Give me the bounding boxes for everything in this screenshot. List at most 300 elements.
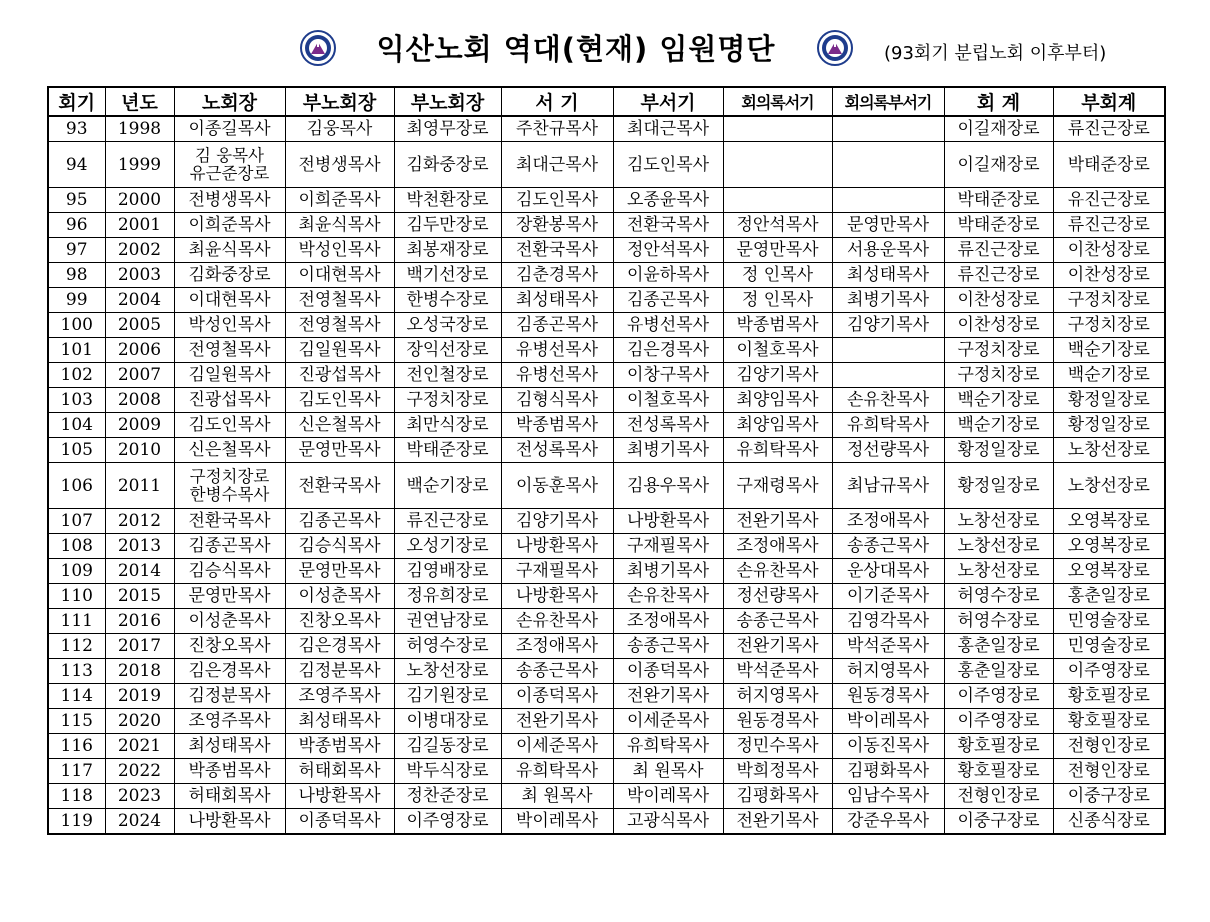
table-cell: 정선량목사 xyxy=(832,438,944,463)
table-cell: 최성태목사 xyxy=(174,734,285,759)
table-cell: 류진근장로 xyxy=(944,263,1053,288)
table-cell: 박태준장로 xyxy=(944,213,1053,238)
header-minutes-clerk: 회의록서기 xyxy=(723,87,832,116)
table-cell: 94 xyxy=(48,142,105,188)
table-cell: 문영만목사 xyxy=(723,238,832,263)
table-cell xyxy=(832,363,944,388)
table-cell-line: 유근준장로 xyxy=(189,163,270,183)
table-cell: 전형인장로 xyxy=(944,784,1053,809)
table-cell: 2002 xyxy=(105,238,174,263)
table-cell: 정선량목사 xyxy=(723,584,832,609)
table-cell: 2022 xyxy=(105,759,174,784)
table-cell: 오영복장로 xyxy=(1053,534,1165,559)
table-cell: 102 xyxy=(48,363,105,388)
table-cell-line: 한병수목사 xyxy=(189,484,270,504)
table-cell: 2005 xyxy=(105,313,174,338)
table-cell: 이길재장로 xyxy=(944,142,1053,188)
table-cell: 최병기목사 xyxy=(832,288,944,313)
table-cell: 김종곤목사 xyxy=(285,509,394,534)
table-cell: 김두만장로 xyxy=(394,213,501,238)
table-row xyxy=(48,809,1165,835)
header-year: 년도 xyxy=(105,87,174,116)
table-cell: 전환국목사 xyxy=(501,238,613,263)
table-cell: 112 xyxy=(48,634,105,659)
table-cell-line: 김 웅목사 xyxy=(194,145,264,165)
table-cell: 전완기목사 xyxy=(501,709,613,734)
table-cell: 김은경목사 xyxy=(613,338,723,363)
table-cell: 손유찬목사 xyxy=(501,609,613,634)
table-cell: 황정일장로 xyxy=(944,438,1053,463)
table-row xyxy=(48,659,1165,684)
table-cell: 박천환장로 xyxy=(394,188,501,213)
table-cell: 전영철목사 xyxy=(285,313,394,338)
table-row xyxy=(48,263,1165,288)
table-cell: 박희정목사 xyxy=(723,759,832,784)
table-cell xyxy=(832,142,944,188)
table-row xyxy=(48,734,1165,759)
table-row xyxy=(48,388,1165,413)
table-cell: 최양임목사 xyxy=(723,388,832,413)
table-cell: 2012 xyxy=(105,509,174,534)
table-cell: 조정애목사 xyxy=(613,609,723,634)
table-cell: 백순기장로 xyxy=(944,413,1053,438)
table-cell: 김은경목사 xyxy=(174,659,285,684)
table-cell: 100 xyxy=(48,313,105,338)
table-cell: 99 xyxy=(48,288,105,313)
table-cell: 2008 xyxy=(105,388,174,413)
table-cell-line: 구정치장로 xyxy=(189,466,270,486)
table-row xyxy=(48,363,1165,388)
table-cell: 오종윤목사 xyxy=(613,188,723,213)
table-row xyxy=(48,584,1165,609)
table-cell: 유희탁목사 xyxy=(613,734,723,759)
table-cell: 2009 xyxy=(105,413,174,438)
table-cell: 김종곤목사 xyxy=(501,313,613,338)
page-subtitle: (93회기 분립노회 이후부터) xyxy=(884,43,1107,64)
table-cell: 강준우목사 xyxy=(832,809,944,835)
table-cell: 이종길목사 xyxy=(174,116,285,142)
table-cell: 최윤식목사 xyxy=(174,238,285,263)
table-cell: 박이레목사 xyxy=(613,784,723,809)
table-cell: 손유찬목사 xyxy=(832,388,944,413)
table-cell: 구정치장로 xyxy=(1053,313,1165,338)
table-cell: 유희탁목사 xyxy=(501,759,613,784)
table-cell: 2013 xyxy=(105,534,174,559)
table-cell: 93 xyxy=(48,116,105,142)
table-cell: 허태회목사 xyxy=(174,784,285,809)
table-cell: 최남규목사 xyxy=(832,463,944,509)
table-cell: 이찬성장로 xyxy=(944,313,1053,338)
table-cell: 신은철목사 xyxy=(285,413,394,438)
table-cell: 전병생목사 xyxy=(285,142,394,188)
table-cell: 허지영목사 xyxy=(723,684,832,709)
table-cell: 김양기목사 xyxy=(723,363,832,388)
table-cell: 황호필장로 xyxy=(1053,684,1165,709)
table-cell: 이동훈목사 xyxy=(501,463,613,509)
table-cell: 홍춘일장로 xyxy=(944,659,1053,684)
table-cell: 나방환목사 xyxy=(501,534,613,559)
table-cell: 113 xyxy=(48,659,105,684)
table-cell: 박이레목사 xyxy=(832,709,944,734)
table-cell: 주찬규목사 xyxy=(501,116,613,142)
table-cell: 김도인목사 xyxy=(174,413,285,438)
presbytery-seal-icon xyxy=(300,30,336,66)
table-row xyxy=(48,313,1165,338)
table-cell: 이성춘목사 xyxy=(285,584,394,609)
header-clerk: 서 기 xyxy=(501,87,613,116)
table-cell: 백순기장로 xyxy=(394,463,501,509)
table-cell: 나방환목사 xyxy=(613,509,723,534)
table-cell: 최윤식목사 xyxy=(285,213,394,238)
table-row xyxy=(48,338,1165,363)
table-cell: 104 xyxy=(48,413,105,438)
table-cell: 유병선목사 xyxy=(501,338,613,363)
table-cell: 한병수장로 xyxy=(394,288,501,313)
table-cell: 문영만목사 xyxy=(174,584,285,609)
table-cell: 최대근목사 xyxy=(501,142,613,188)
table-cell: 정민수목사 xyxy=(723,734,832,759)
table-cell: 2001 xyxy=(105,213,174,238)
table-cell: 전환국목사 xyxy=(613,213,723,238)
table-cell: 황호필장로 xyxy=(944,759,1053,784)
table-cell: 백순기장로 xyxy=(944,388,1053,413)
table-cell: 박종범목사 xyxy=(723,313,832,338)
table-cell: 백순기장로 xyxy=(1053,338,1165,363)
table-cell: 1998 xyxy=(105,116,174,142)
table-row xyxy=(48,784,1165,809)
table-cell: 95 xyxy=(48,188,105,213)
table-cell xyxy=(832,338,944,363)
table-cell: 박태준장로 xyxy=(1053,142,1165,188)
table-cell: 2021 xyxy=(105,734,174,759)
table-cell: 박이레목사 xyxy=(501,809,613,835)
table-cell: 황호필장로 xyxy=(1053,709,1165,734)
table-cell: 오성기장로 xyxy=(394,534,501,559)
table-cell: 115 xyxy=(48,709,105,734)
table-cell: 권연남장로 xyxy=(394,609,501,634)
table-cell: 류진근장로 xyxy=(944,238,1053,263)
table-cell: 정 인목사 xyxy=(723,288,832,313)
table-cell: 106 xyxy=(48,463,105,509)
table-cell: 이동진목사 xyxy=(832,734,944,759)
table-cell: 신종식장로 xyxy=(1053,809,1165,835)
page-header xyxy=(0,28,1210,74)
table-cell: 유병선목사 xyxy=(501,363,613,388)
table-cell: 이중구장로 xyxy=(944,809,1053,835)
table-cell: 구재필목사 xyxy=(501,559,613,584)
presbytery-seal-icon xyxy=(817,30,853,66)
table-cell: 이길재장로 xyxy=(944,116,1053,142)
table-cell: 백순기장로 xyxy=(1053,363,1165,388)
table-cell: 황정일장로 xyxy=(1053,413,1165,438)
table-cell: 진창오목사 xyxy=(285,609,394,634)
table-cell: 이주영장로 xyxy=(944,709,1053,734)
table-cell: 최 원목사 xyxy=(501,784,613,809)
table-cell: 구정치장로 xyxy=(394,388,501,413)
table-row xyxy=(48,213,1165,238)
table-row xyxy=(48,413,1165,438)
table-cell xyxy=(723,142,832,188)
table-cell: 황호필장로 xyxy=(944,734,1053,759)
table-cell: 2010 xyxy=(105,438,174,463)
table-cell: 김영배장로 xyxy=(394,559,501,584)
table-cell: 황정일장로 xyxy=(1053,388,1165,413)
table-row xyxy=(48,559,1165,584)
table-cell: 송종근목사 xyxy=(832,534,944,559)
table-cell: 전환국목사 xyxy=(285,463,394,509)
table-cell: 허태회목사 xyxy=(285,759,394,784)
table-cell xyxy=(723,116,832,142)
table-cell: 노창선장로 xyxy=(394,659,501,684)
table-cell: 박두식장로 xyxy=(394,759,501,784)
table-cell: 홍춘일장로 xyxy=(1053,584,1165,609)
table-cell xyxy=(174,463,285,509)
table-cell: 임남수목사 xyxy=(832,784,944,809)
table-cell: 고광식목사 xyxy=(613,809,723,835)
header-minutes-vice-clerk: 회의록부서기 xyxy=(832,87,944,116)
table-cell: 전형인장로 xyxy=(1053,759,1165,784)
table-cell: 108 xyxy=(48,534,105,559)
table-row xyxy=(48,709,1165,734)
table-cell: 원동경목사 xyxy=(723,709,832,734)
table-cell: 전영철목사 xyxy=(174,338,285,363)
table-cell: 노창선장로 xyxy=(1053,438,1165,463)
table-cell: 97 xyxy=(48,238,105,263)
table-cell: 105 xyxy=(48,438,105,463)
table-cell: 송종근목사 xyxy=(723,609,832,634)
table-cell: 전영철목사 xyxy=(285,288,394,313)
table-cell: 2017 xyxy=(105,634,174,659)
table-cell: 이세준목사 xyxy=(613,709,723,734)
table-cell: 김평화목사 xyxy=(723,784,832,809)
table-cell: 2019 xyxy=(105,684,174,709)
table-cell: 118 xyxy=(48,784,105,809)
table-cell: 오성국장로 xyxy=(394,313,501,338)
table-cell: 김정분목사 xyxy=(174,684,285,709)
officers-table xyxy=(47,86,1166,835)
table-cell: 전성록목사 xyxy=(613,413,723,438)
table-cell: 최영무장로 xyxy=(394,116,501,142)
table-cell: 류진근장로 xyxy=(1053,213,1165,238)
table-cell: 이주영장로 xyxy=(944,684,1053,709)
table-cell: 이종덕목사 xyxy=(613,659,723,684)
table-cell: 전완기목사 xyxy=(723,634,832,659)
table-cell: 2003 xyxy=(105,263,174,288)
table-row xyxy=(48,116,1165,142)
table-cell: 이윤하목사 xyxy=(613,263,723,288)
table-cell: 운상대목사 xyxy=(832,559,944,584)
table-cell: 96 xyxy=(48,213,105,238)
table-cell: 이희준목사 xyxy=(174,213,285,238)
table-cell: 최성태목사 xyxy=(285,709,394,734)
header-vice-clerk: 부서기 xyxy=(613,87,723,116)
table-cell: 2000 xyxy=(105,188,174,213)
table-cell: 119 xyxy=(48,809,105,835)
header-vice-moderator-1: 부노회장 xyxy=(285,87,394,116)
table-cell: 최대근목사 xyxy=(613,116,723,142)
table-cell: 홍춘일장로 xyxy=(944,634,1053,659)
table-cell: 2016 xyxy=(105,609,174,634)
table-cell: 박종범목사 xyxy=(501,413,613,438)
table-cell: 김웅목사 xyxy=(285,116,394,142)
table-cell: 류진근장로 xyxy=(394,509,501,534)
table-cell: 조정애목사 xyxy=(723,534,832,559)
table-cell: 이기준목사 xyxy=(832,584,944,609)
header-term: 회기 xyxy=(48,87,105,116)
table-cell: 장익선장로 xyxy=(394,338,501,363)
table-cell: 조정애목사 xyxy=(501,634,613,659)
header-treasurer: 회 계 xyxy=(944,87,1053,116)
table-cell: 정찬준장로 xyxy=(394,784,501,809)
table-row xyxy=(48,463,1165,509)
table-cell: 2004 xyxy=(105,288,174,313)
table-cell: 김용우목사 xyxy=(613,463,723,509)
table-cell: 117 xyxy=(48,759,105,784)
table-cell xyxy=(832,116,944,142)
table-cell: 류진근장로 xyxy=(1053,116,1165,142)
table-cell: 유진근장로 xyxy=(1053,188,1165,213)
table-cell: 나방환목사 xyxy=(285,784,394,809)
table-cell: 문영만목사 xyxy=(832,213,944,238)
table-cell: 이중구장로 xyxy=(1053,784,1165,809)
table-cell: 김도인목사 xyxy=(613,142,723,188)
table-cell: 박종범목사 xyxy=(174,759,285,784)
table-cell: 전병생목사 xyxy=(174,188,285,213)
table-cell: 111 xyxy=(48,609,105,634)
table-cell: 장환봉목사 xyxy=(501,213,613,238)
table-cell: 정 인목사 xyxy=(723,263,832,288)
table-cell: 전성록목사 xyxy=(501,438,613,463)
table-cell: 최성태목사 xyxy=(501,288,613,313)
table-cell: 이찬성장로 xyxy=(1053,263,1165,288)
table-cell: 김형식목사 xyxy=(501,388,613,413)
table-cell: 이종덕목사 xyxy=(501,684,613,709)
table-cell: 김영각목사 xyxy=(832,609,944,634)
table-cell: 정유희장로 xyxy=(394,584,501,609)
table-cell: 2024 xyxy=(105,809,174,835)
table-cell: 박태준장로 xyxy=(394,438,501,463)
table-cell: 김일원목사 xyxy=(285,338,394,363)
table-cell: 나방환목사 xyxy=(501,584,613,609)
table-cell: 김승식목사 xyxy=(285,534,394,559)
table-cell: 김평화목사 xyxy=(832,759,944,784)
table-cell: 1999 xyxy=(105,142,174,188)
table-cell: 나방환목사 xyxy=(174,809,285,835)
table-row xyxy=(48,684,1165,709)
table-cell: 전형인장로 xyxy=(1053,734,1165,759)
table-cell: 107 xyxy=(48,509,105,534)
table-cell: 민영술장로 xyxy=(1053,609,1165,634)
table-cell: 노창선장로 xyxy=(944,534,1053,559)
table-cell: 허영수장로 xyxy=(944,609,1053,634)
table-cell: 노창선장로 xyxy=(944,509,1053,534)
table-cell: 김정분목사 xyxy=(285,659,394,684)
table-cell: 백기선장로 xyxy=(394,263,501,288)
table-cell: 2020 xyxy=(105,709,174,734)
table-cell: 진광섭목사 xyxy=(174,388,285,413)
table-cell: 김도인목사 xyxy=(501,188,613,213)
table-cell: 이종덕목사 xyxy=(285,809,394,835)
table-cell: 유희탁목사 xyxy=(832,413,944,438)
table-cell: 허영수장로 xyxy=(944,584,1053,609)
table-cell: 114 xyxy=(48,684,105,709)
table-cell: 박석준목사 xyxy=(832,634,944,659)
table-cell: 이창구목사 xyxy=(613,363,723,388)
table-row xyxy=(48,509,1165,534)
table-cell: 진광섭목사 xyxy=(285,363,394,388)
table-cell: 이성춘목사 xyxy=(174,609,285,634)
table-cell: 김화중장로 xyxy=(394,142,501,188)
table-cell: 이찬성장로 xyxy=(1053,238,1165,263)
table-cell: 구정치장로 xyxy=(944,363,1053,388)
table-cell: 2018 xyxy=(105,659,174,684)
table-row xyxy=(48,438,1165,463)
table-cell: 박성인목사 xyxy=(285,238,394,263)
table-row xyxy=(48,534,1165,559)
table-cell: 김기원장로 xyxy=(394,684,501,709)
table-cell: 박종범목사 xyxy=(285,734,394,759)
table-cell: 2014 xyxy=(105,559,174,584)
table-cell: 오영복장로 xyxy=(1053,509,1165,534)
page-title: 익산노회 역대(현재) 임원명단 xyxy=(376,32,776,66)
header-vice-treasurer: 부회계 xyxy=(1053,87,1165,116)
table-cell: 2011 xyxy=(105,463,174,509)
table-cell: 김화중장로 xyxy=(174,263,285,288)
table-cell: 김은경목사 xyxy=(285,634,394,659)
table-cell: 손유찬목사 xyxy=(613,584,723,609)
table-cell: 민영술장로 xyxy=(1053,634,1165,659)
table-cell: 김일원목사 xyxy=(174,363,285,388)
table-cell: 조영주목사 xyxy=(174,709,285,734)
table-header-row xyxy=(48,87,1165,116)
table-cell: 2006 xyxy=(105,338,174,363)
table-cell: 구정치장로 xyxy=(1053,288,1165,313)
table-cell xyxy=(723,188,832,213)
table-cell: 이주영장로 xyxy=(1053,659,1165,684)
table-cell: 최성태목사 xyxy=(832,263,944,288)
table-cell: 유희탁목사 xyxy=(723,438,832,463)
table-cell: 오영복장로 xyxy=(1053,559,1165,584)
table-cell: 101 xyxy=(48,338,105,363)
table-cell: 전인철장로 xyxy=(394,363,501,388)
table-cell: 원동경목사 xyxy=(832,684,944,709)
table-cell: 전완기목사 xyxy=(723,809,832,835)
table-cell: 정안석목사 xyxy=(613,238,723,263)
table-cell: 김양기목사 xyxy=(832,313,944,338)
table-cell: 2007 xyxy=(105,363,174,388)
table-cell: 송종근목사 xyxy=(501,659,613,684)
table-cell: 진창오목사 xyxy=(174,634,285,659)
table-cell: 전완기목사 xyxy=(613,684,723,709)
table-cell: 조정애목사 xyxy=(832,509,944,534)
table-cell: 구재령목사 xyxy=(723,463,832,509)
table-row xyxy=(48,609,1165,634)
table-cell: 조영주목사 xyxy=(285,684,394,709)
table-cell: 116 xyxy=(48,734,105,759)
table-cell: 유병선목사 xyxy=(613,313,723,338)
table-cell: 서용운목사 xyxy=(832,238,944,263)
table-row xyxy=(48,288,1165,313)
table-cell: 이대현목사 xyxy=(174,288,285,313)
header-vice-moderator-2: 부노회장 xyxy=(394,87,501,116)
table-cell: 110 xyxy=(48,584,105,609)
table-row xyxy=(48,634,1165,659)
table-cell: 109 xyxy=(48,559,105,584)
table-cell: 최양임목사 xyxy=(723,413,832,438)
table-row xyxy=(48,142,1165,188)
table-cell: 김도인목사 xyxy=(285,388,394,413)
table-cell: 구재필목사 xyxy=(613,534,723,559)
